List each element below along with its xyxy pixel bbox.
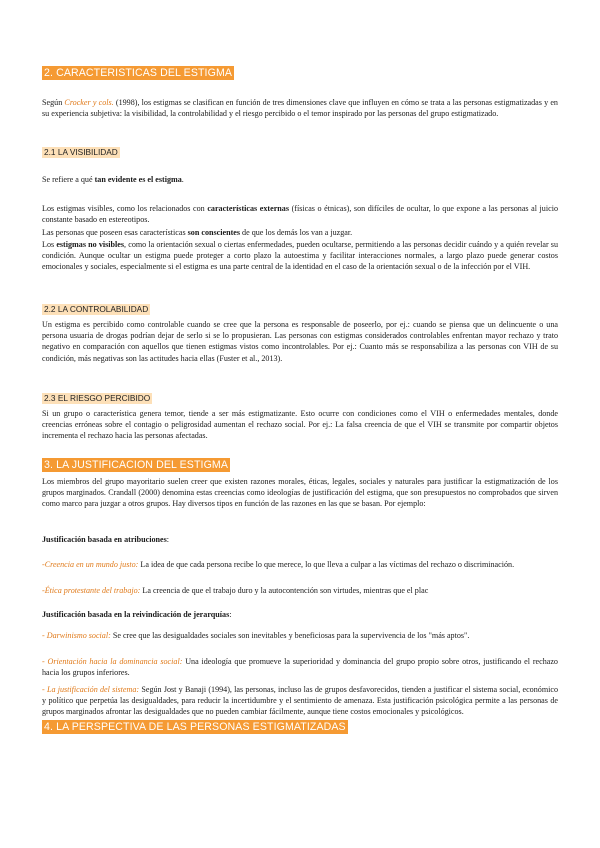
intro-text-start: Según: [42, 98, 65, 107]
section-2-heading: 2. CARACTERISTICAS DEL ESTIGMA: [44, 67, 233, 79]
definition-start: Se refiere a qué: [42, 175, 95, 184]
social-dominance-label: - Orientación hacia la dominancia social:: [42, 657, 183, 666]
work-ethic-label: -Ética protestante del trabajo:: [42, 586, 141, 595]
social-darwinism-text: Se cree que las desigualdades sociales son inevitables y beneficiosas para la supervivencia de los "más aptos".: [110, 631, 470, 640]
social-darwinism-label: - Darwinismo social:: [42, 631, 111, 640]
just-world-label: -Creencia en un mundo justo:: [42, 560, 139, 569]
section-2-3-heading: 2.3 EL RIESGO PERCIBIDO: [44, 393, 151, 403]
p3-start: Los: [42, 240, 57, 249]
visibility-definition: [42, 174, 558, 185]
social-darwinism-item: [42, 630, 558, 641]
section-4-heading: 4. LA PERSPECTIVA DE LAS PERSONAS ESTIGMATIZADAS: [44, 721, 346, 733]
p1-end: (físicas o étnicas), son difíciles de ocultar, lo que expone a las personas al juicio constante basado en estereotipos.: [42, 204, 558, 225]
p2-bold: son conscientes: [187, 228, 241, 237]
p2-end: de que los demás los van a juzgar.: [240, 228, 353, 237]
intro-citation: Crocker y cols.: [64, 98, 114, 107]
controllability-paragraph: Un estigma es percibido como controlable cuando se cree que la persona es responsable de poseerlo, por ej.: cuando se piensa que un delincuente o una persona usuaria de drogas podrían dejar de serlo si se lo propusieran. Las personas con estigmas considerados controlables enfrentan mayor rechazo y trato negativo en comparación con aquellos que tienen estigmas vistos como incontrolables. Por ej.: Cuanto más se responsabiliza a las personas con VIH de su condición, más negativas son las actitudes hacia ellas (Fuster et al., 2013).: [42, 320, 558, 363]
perceived-risk-paragraph: Si un grupo o característica genera temor, tiende a ser más estigmatizante. Esto ocurre con condiciones como el VIH o enfermedades mentales, donde creencias erróneas sobre el contagio o peligrosidad aumentan el rechazo social. Por ej.: La falsa creencia de que el VIH se transmite por compartir objetos incrementa el rechazo hacia las personas afectadas.: [42, 409, 558, 441]
hierarchy-subheading-text: Justificación basada en la reivindicación de jerarquías: [42, 610, 230, 619]
attribution-colon: :: [166, 535, 170, 544]
social-dominance-text: Una ideología que promueve la superioridad y dominancia del grupo propio sobre otros, justificando el rechazo hacia los grupos inferiores.: [42, 657, 558, 678]
definition-end: .: [181, 175, 184, 184]
p1-start: Los estigmas visibles, como los relacionados con: [42, 204, 208, 213]
visibility-paragraph-1: [42, 203, 558, 225]
just-world-text: La idea de que cada persona recibe lo que merece, lo que lleva a culpar a las víctimas del rechazo o discriminación.: [138, 560, 515, 569]
section-2-1-heading: 2.1 LA VISIBILIDAD: [44, 147, 118, 157]
section-2-2-heading: 2.2 LA CONTROLABILIDAD: [44, 304, 149, 314]
visibility-paragraph-2: [42, 227, 558, 238]
p3-bold: estigmas no visibles: [56, 240, 125, 249]
work-ethic-text: La creencia de que el trabajo duro y la autocontención son virtudes, mientras que el plac: [140, 586, 429, 595]
attribution-subheading: [42, 534, 558, 545]
section-2-intro: [42, 97, 558, 119]
attribution-subheading-text: Justificación basada en atribuciones: [42, 535, 167, 544]
p1-bold: características externas: [207, 204, 289, 213]
p2-start: Las personas que poseen esas características: [42, 228, 188, 237]
work-ethic-item: [42, 585, 558, 596]
definition-bold: tan evidente es el estigma: [94, 175, 182, 184]
visibility-paragraph-3: [42, 239, 558, 273]
hierarchy-subheading: [42, 609, 558, 620]
hierarchy-colon: :: [229, 610, 232, 619]
intro-text-end: (1998), los estigmas se clasifican en función de tres dimensiones clave que influyen en cómo se trata a las personas estigmatizadas y en su experiencia subjetiva: la visibilidad, la controlabilidad y el riesgo percibido o el temor inspirado por las personas del grupo estigmatizado.: [42, 98, 558, 119]
section-3-heading: 3. LA JUSTIFICACION DEL ESTIGMA: [44, 459, 229, 471]
system-justification-item: [42, 684, 558, 718]
justification-intro: Los miembros del grupo mayoritario suelen creer que existen razones morales, éticas, legales, sociales y naturales para justificar la estigmatización de los grupos marginados. Crandall (2000) denomina estas creencias como ideologías de justificación del estigma, que son presupuestos no comprobados que sirven como marco para juzgar a otros grupos. Hay diversos tipos en función de las razones en las que se basan. Por ejemplo:: [42, 477, 558, 509]
social-dominance-item: [42, 656, 558, 678]
system-justification-text: Según Jost y Banaji (1994), las personas, incluso las de grupos desfavorecidos, tienden a justificar el sistema social, económico y político que perpetúa las desigualdades, para reducir la incertidumbre y el sentimiento de amenaza. Esta justificación psicológica permite a las personas de grupos marginados afrontar las desigualdades que no pueden cambiar fácilmente, aunque tiene costos emocionales y psicológicos.: [42, 685, 558, 717]
just-world-item: [42, 559, 558, 570]
p3-end: , como la orientación sexual o ciertas enfermedades, pueden ocultarse, permitiendo a las personas decidir cuándo y a quién revelar su condición. Aunque ocultar un estigma puede proteger a corto plazo la autoestima y facilitar interacciones normales, a largo plazo puede generar costos emocionales y sociales, especialmente si el estigma es una parte central de la identidad en el caso de la orientación sexual o de la infección por el VIH.: [42, 240, 558, 272]
system-justification-label: - La justificación del sistema:: [42, 685, 140, 694]
